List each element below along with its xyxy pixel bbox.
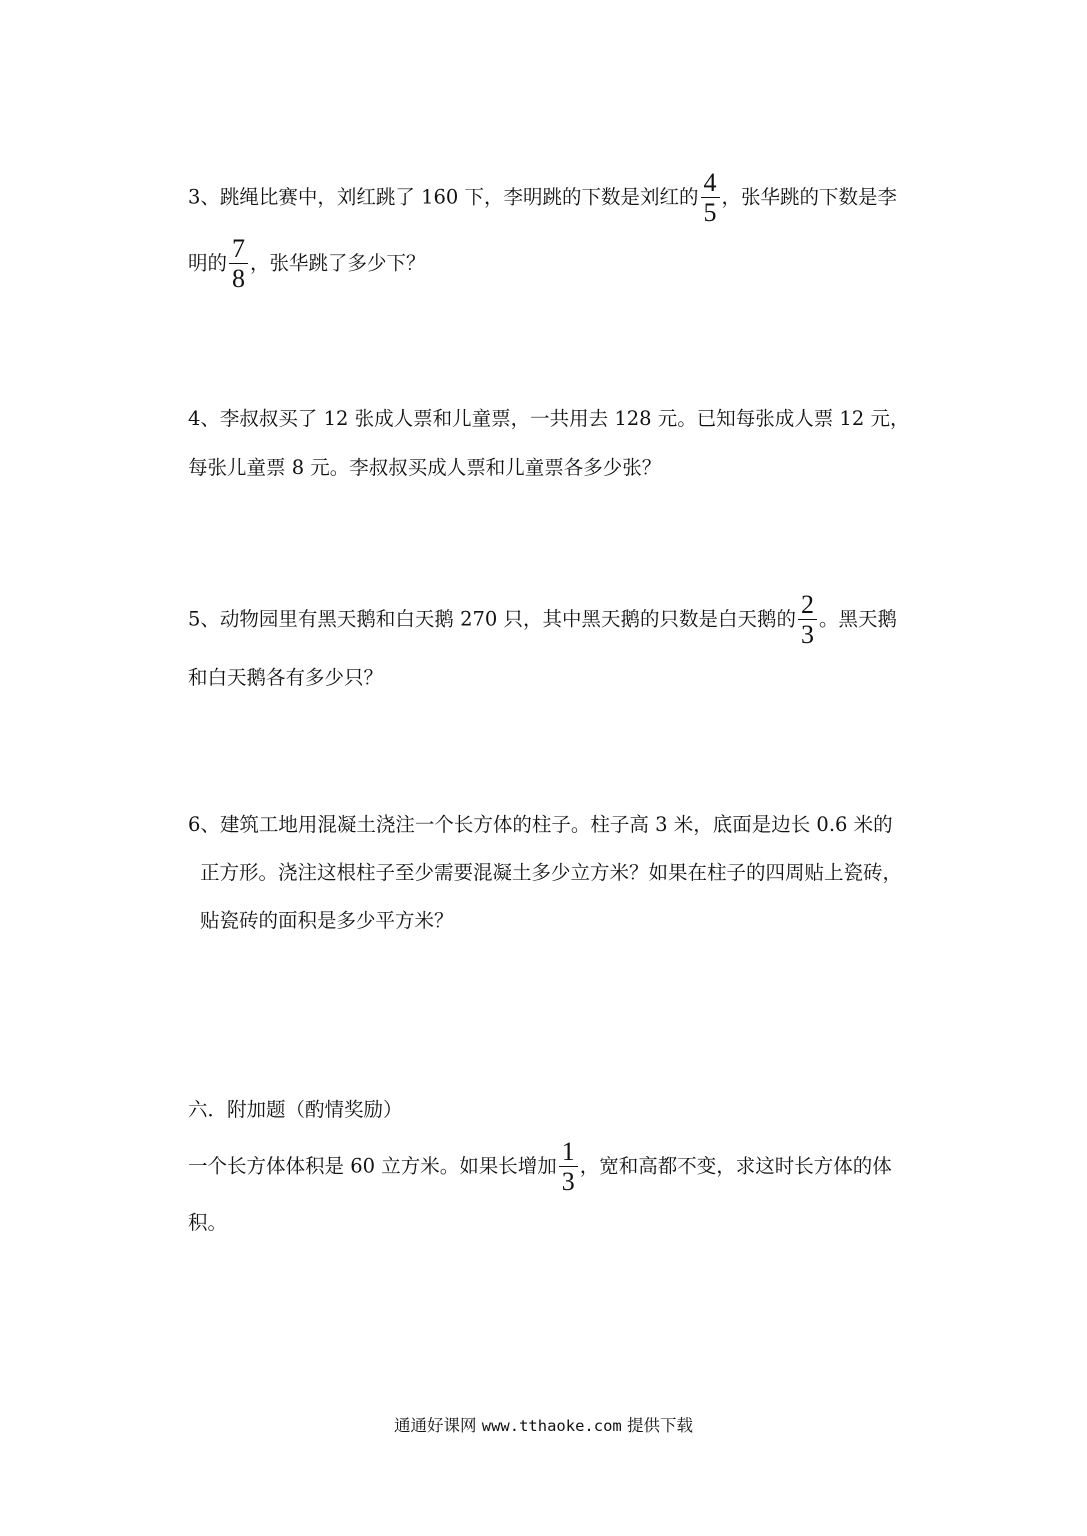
- question-3-text-a: 3、跳绳比赛中，刘红跳了 160 下，李明跳的下数是刘红的: [188, 185, 699, 209]
- section-6-heading: 六．附加题（酌情奖励）: [188, 1098, 403, 1121]
- section-6-text-a: 一个长方体体积是 60 立方米。如果长增加: [188, 1154, 557, 1178]
- fraction-7-8: [229, 236, 248, 292]
- fraction-numerator: 7: [232, 234, 246, 263]
- question-5-line-2: 和白天鹅各有多少只？: [188, 666, 384, 689]
- section-6-line-1: [188, 1139, 892, 1195]
- footer-suffix: 提供下载: [626, 1416, 693, 1435]
- question-3-line-2: [188, 236, 426, 292]
- question-4-line-2: 每张儿童票 8 元。李叔叔买成人票和儿童票各多少张？: [188, 456, 662, 479]
- fraction-numerator: 1: [561, 1137, 575, 1166]
- fraction-denominator: 5: [703, 198, 717, 227]
- question-5-text-b: 。黑天鹅: [819, 607, 898, 631]
- question-6-line-3: 贴瓷砖的面积是多少平方米？: [200, 909, 454, 932]
- question-3-text-c: 明的: [188, 251, 228, 275]
- question-6-line-2: 正方形。浇注这根柱子至少需要混凝土多少立方米？如果在柱子的四周贴上瓷砖，: [200, 861, 903, 884]
- question-3-text-d: ，张华跳了多少下？: [250, 251, 426, 275]
- section-6-line-2: 积。: [188, 1211, 228, 1234]
- footer-site-name: 通通好课网: [394, 1416, 477, 1435]
- fraction-denominator: 3: [561, 1167, 575, 1196]
- question-3-text-b: ，张华跳的下数是李: [721, 185, 898, 209]
- question-6-line-1: 6、建筑工地用混凝土浇注一个长方体的柱子。柱子高 3 米，底面是边长 0.6 米的: [188, 813, 893, 836]
- page-footer: [0, 1412, 1087, 1436]
- question-3-line-1: [188, 170, 897, 226]
- fraction-numerator: 2: [801, 590, 815, 619]
- question-5-line-1: [188, 592, 897, 648]
- section-6-text-b: ，宽和高都不变，求这时长方体的体: [579, 1154, 892, 1178]
- fraction-4-5: [701, 170, 720, 226]
- question-5-text-a: 5、动物园里有黑天鹅和白天鹅 270 只，其中黑天鹅的只数是白天鹅的: [188, 607, 797, 631]
- fraction-denominator: 3: [801, 620, 815, 649]
- question-4-line-1: 4、李叔叔买了 12 张成人票和儿童票，一共用去 128 元。已知每张成人票 12 元，: [188, 407, 910, 430]
- fraction-2-3: [798, 592, 817, 648]
- fraction-1-3: [559, 1139, 578, 1195]
- footer-url[interactable]: www.tthaoke.com: [481, 1417, 622, 1435]
- fraction-denominator: 8: [232, 264, 246, 293]
- fraction-numerator: 4: [703, 168, 717, 197]
